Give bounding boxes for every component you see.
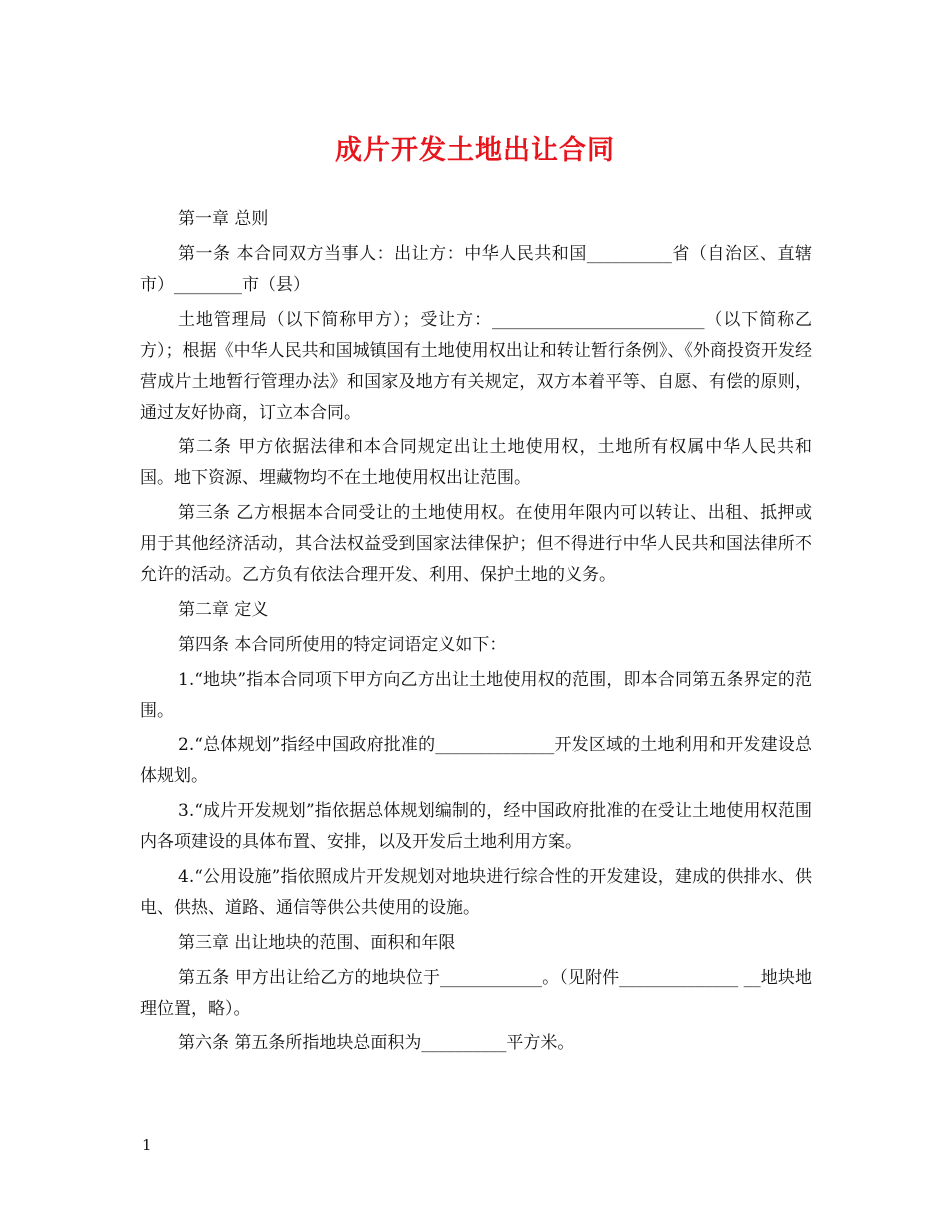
chapter-heading: 第一章 总则	[178, 209, 269, 229]
definition-item: 4.“公用设施”指依照成片开发规划对地块进行综合性的开发建设，建成的供排水、供电、供热、道路、通信等供公共使用的设施。	[140, 866, 812, 918]
article-paragraph: 第六条 第五条所指地块总面积为__________平方米。	[178, 1033, 575, 1054]
article-paragraph: 土地管理局（以下简称甲方）；受让方：_________________________（以下简称乙方）；根据《中华人民共和国城镇国有土地使用权出让和转让暂行条例》、《外商投资开发经营成片土地暂行管理办法》和国家及地方有关规定，双方本着平等、自愿、有偿的原则，通过友好协商，订立本合同。	[140, 309, 812, 423]
article-paragraph: 第二条 甲方依据法律和本合同规定出让土地使用权，土地所有权属中华人民共和国。地下资源、埋藏物均不在土地使用权出让范围。	[140, 437, 812, 489]
article-paragraph: 第三条 乙方根据本合同受让的土地使用权。在使用年限内可以转让、出租、抵押或用于其他经济活动，其合法权益受到国家法律保护；但不得进行中华人民共和国法律所不允许的活动。乙方负有依法合理开发、利用、保护土地的义务。	[140, 503, 812, 586]
chapter-heading: 第三章 出让地块的范围、面积和年限	[178, 932, 456, 953]
article-paragraph: 第五条 甲方出让给乙方的地块位于____________。（见附件______________ __地块地理位置，略）。	[140, 967, 812, 1019]
definition-item: 3.“成片开发规划”指依据总体规划编制的，经中国政府批准的在受让土地使用权范围内各项建设的具体布置、安排，以及开发后土地利用方案。	[140, 801, 812, 853]
document-body	[140, 204, 812, 1063]
definition-item: 2.“总体规划”指经中国政府批准的______________开发区域的土地利用和开发建设总体规划。	[140, 735, 812, 787]
definition-item: 1.“地块”指本合同项下甲方向乙方出让土地使用权的范围，即本合同第五条界定的范围。	[140, 669, 812, 721]
article-paragraph: 第四条 本合同所使用的特定词语定义如下：	[178, 634, 507, 655]
document-title: 成片开发土地出让合同	[335, 135, 615, 166]
article-paragraph: 第一条 本合同双方当事人：出让方：中华人民共和国__________省（自治区、直辖市）________市（县）	[140, 243, 812, 295]
chapter-heading: 第二章 定义	[178, 599, 269, 620]
page-number: 1	[142, 1136, 152, 1154]
